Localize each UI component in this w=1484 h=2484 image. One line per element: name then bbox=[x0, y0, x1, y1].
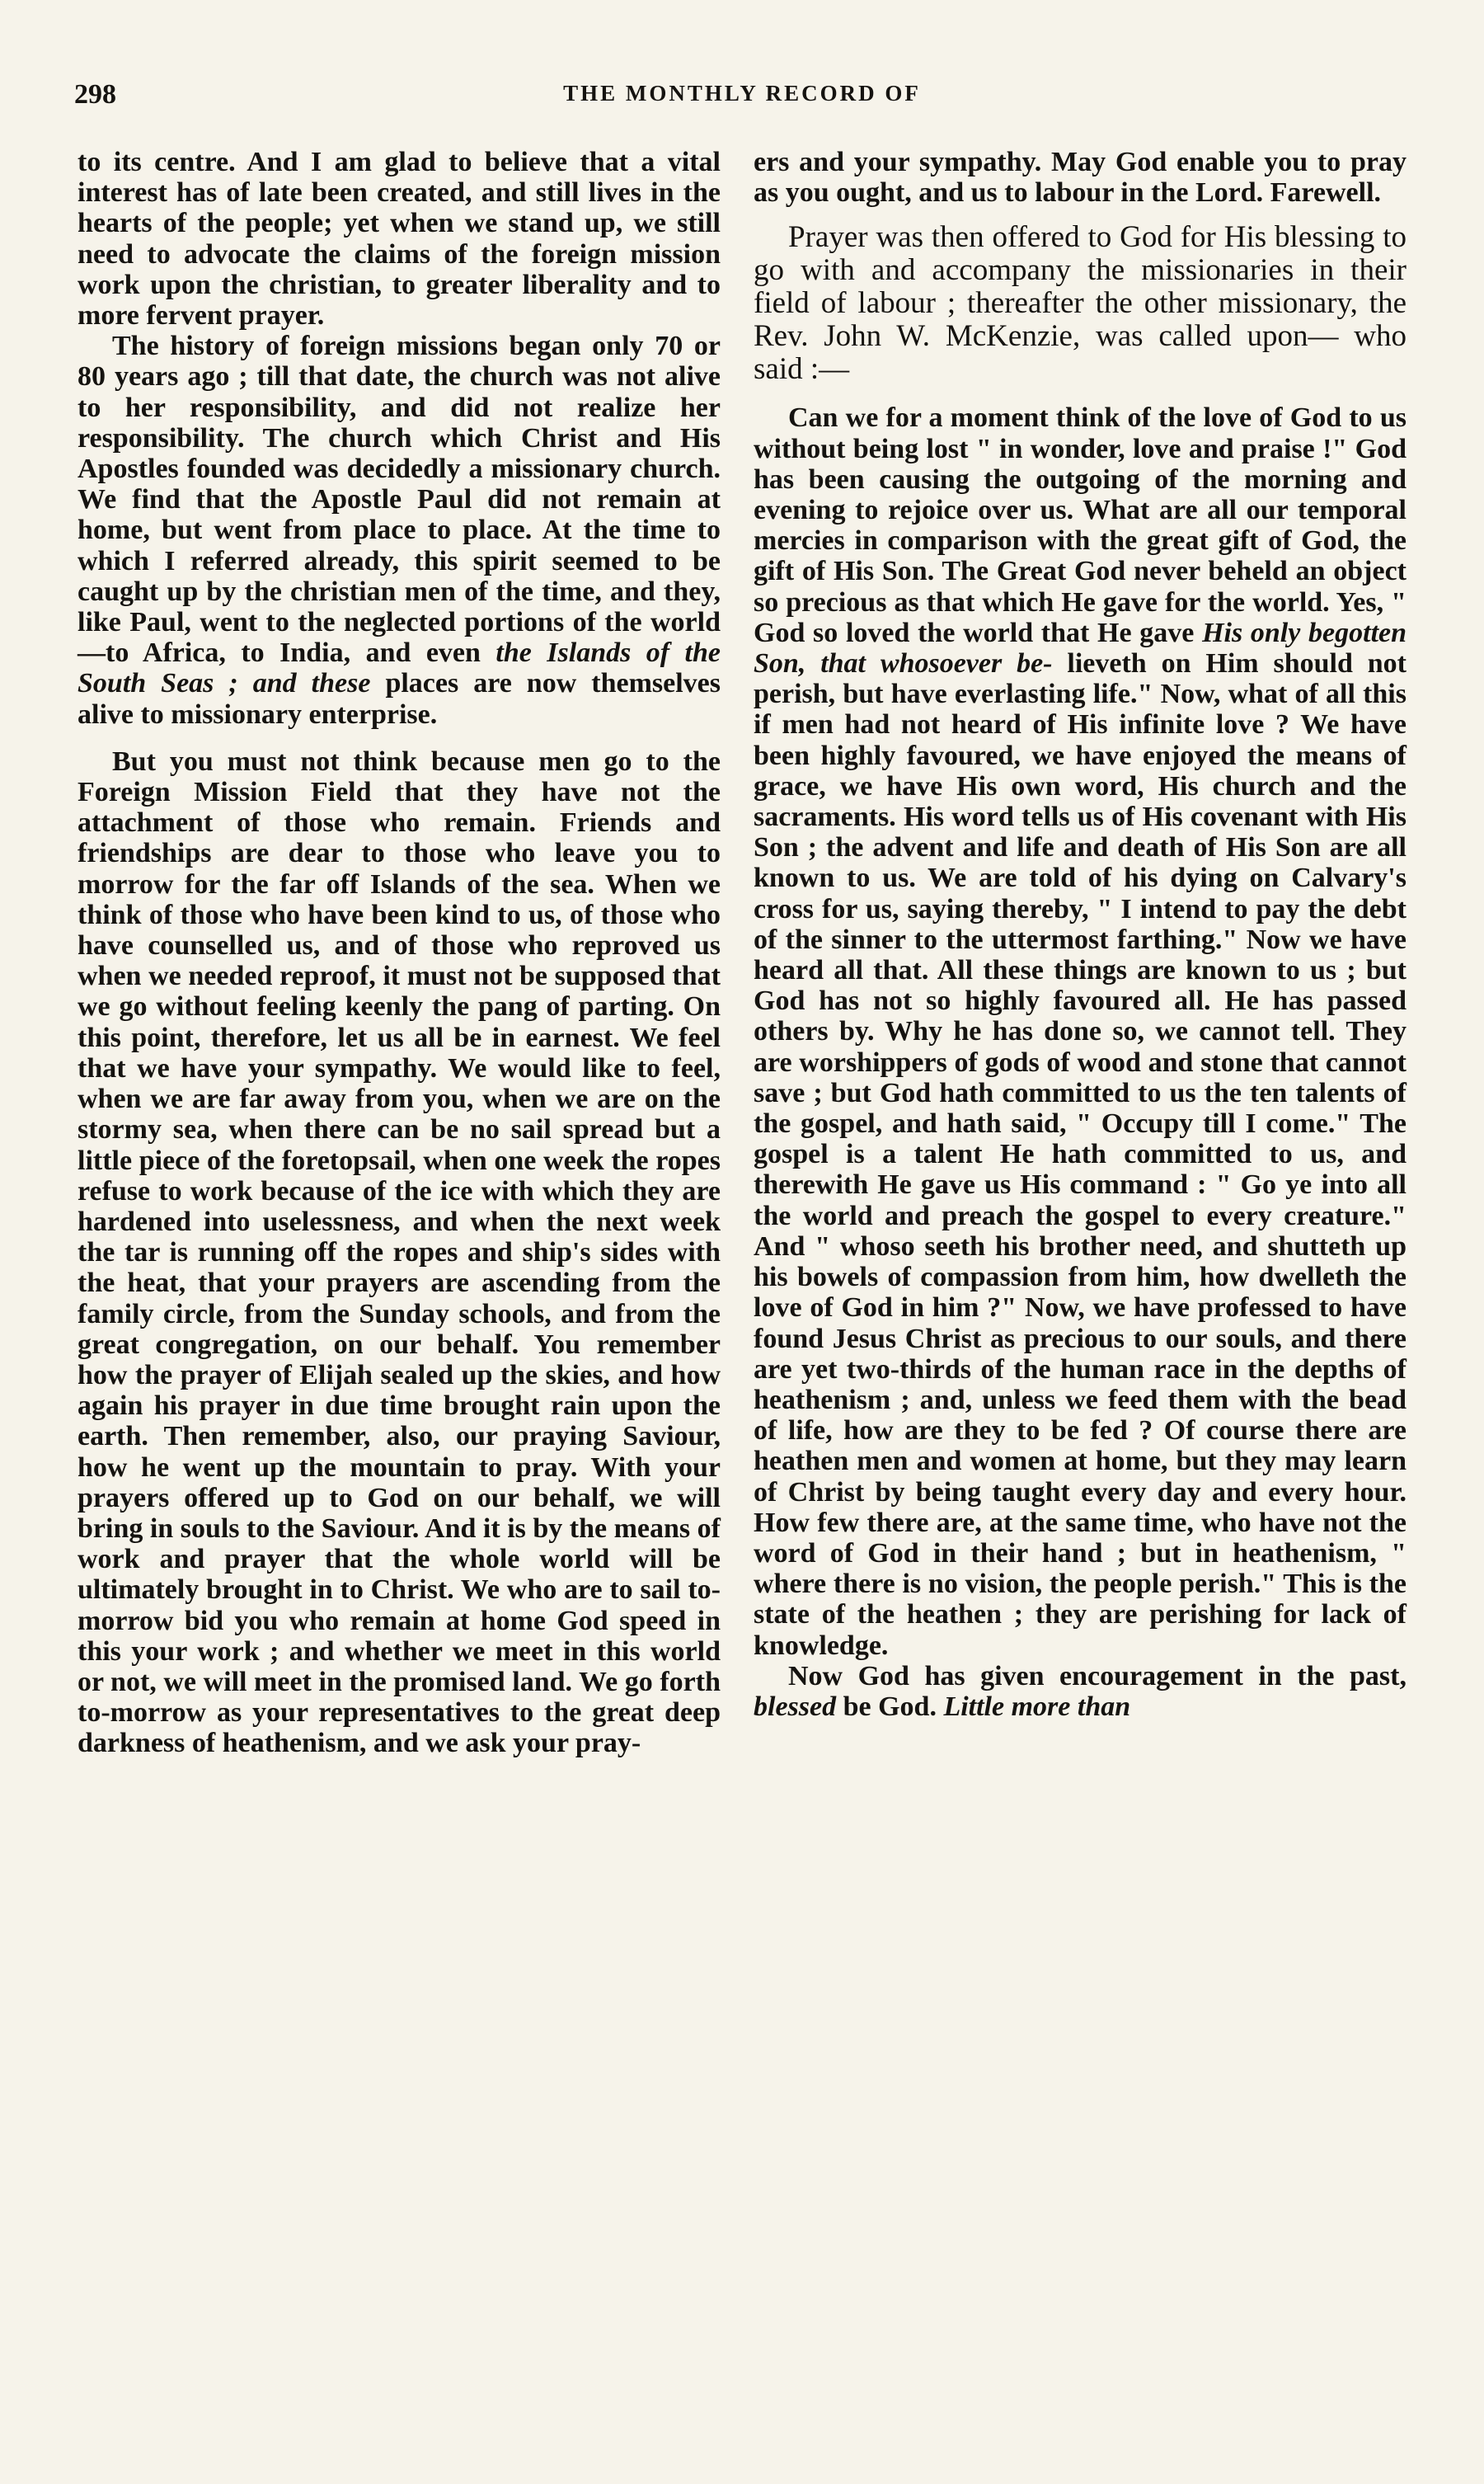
paragraph: ers and your sympathy. May God enable you to pray as you ought, and us to labour in the Lord. Farewell. bbox=[754, 147, 1407, 209]
page-number: 298 bbox=[74, 79, 116, 110]
paragraph-text: places are now themselves alive to missionary enterprise. bbox=[77, 668, 721, 730]
paragraph-text: Now God has given encouragement in the past, bbox=[788, 1660, 1407, 1691]
italic-text: His only begotten Son, that whosoever be- bbox=[754, 617, 1407, 680]
paragraph bbox=[77, 331, 721, 730]
paragraph bbox=[754, 1661, 1407, 1722]
intro-paragraph: Prayer was then offered to God for His blessing to go with and accompany the missionaries in their field of labour ; thereafter the other missionary, the Rev. John W. McKenzie, was called upon— who said :— bbox=[754, 220, 1407, 387]
paragraph-text: The history of foreign missions began only 70 or 80 years ago ; till that date, the church was not alive to her responsibility, and did not realize her responsibility. The church which Christ and His Apostles founded was decidedly a missionary church. We find that the Apostle Paul did not remain at home, but went from place to place. At the time to which I referred already, this spirit seemed to be caught up by the christian men of the time, and they, like Paul, went to the neglected portions of the world—to Africa, to India, and even bbox=[77, 331, 721, 669]
italic-text: the Islands of the South Seas ; and these bbox=[77, 637, 721, 699]
left-column bbox=[77, 147, 721, 1759]
paragraph: to its centre. And I am glad to believe that a vital interest has of late been created, and still lives in the hearts of the people; yet when we stand up, we still need to advocate the claims of the foreign mission work upon the christian, to greater liberality and to more fervent prayer. bbox=[77, 147, 721, 332]
paragraph: But you must not think because men go to the Foreign Mission Field that they have not the attachment of those who remain. Friends and friendships are dear to those who leave you to morrow for the far off Islands of the sea. When we think of those who have been kind to us, of those who have counselled us, and of those who reproved us when we needed reproof, it must not be supposed that we go without feeling keenly the pang of parting. On this point, therefore, let us all be in earnest. We feel that we have your sympathy. We would like to feel, when we are far away from you, when we are on the stormy sea, when there can be no sail spread but a little piece of the foretopsail, when one week the ropes refuse to work because of the ice with which they are hardened into uselessness, and when the next week the tar is running off the ropes and ship's sides with the heat, that your prayers are ascending from the family circle, from the Sunday schools, and from the great congregation, on our behalf. You remember how the prayer of Elijah sealed up the skies, and how again his prayer in due time brought rain upon the earth. Then remember, also, our praying Saviour, how he went up the mountain to pray. With your prayers offered up to God on our behalf, we will bring in souls to the Saviour. And it is by the means of work and prayer that the whole world will be ultimately brought in to Christ. We who are to sail to-morrow bid you who remain at home God speed in this your work ; and whether we meet in this world or not, we will meet in the promised land. We go forth to-morrow as your representatives to the great deep darkness of heathenism, and we ask your pray- bbox=[77, 746, 721, 1759]
paragraph-text: lieveth on Him should not perish, but have everlasting life." Now, what of all this if men had not heard of His infinite love ? We have been highly favoured, we have enjoyed the means of grace, we have His own word, His church and the sacraments. His word tells us of His covenant with His Son ; the advent and life and death of His Son are all known to us. We are told of his dying on Calvary's cross for us, saying thereby, " I intend to pay the debt of the sinner to the uttermost farthing." Now we have heard all that. All these things are known to us ; but God has not so highly favoured all. He has passed others by. Why he has done so, we cannot tell. They are worshippers of gods of wood and stone that cannot save ; but God hath committed to us the ten talents of the gospel, and hath said, " Occupy till I come." The gospel is a talent He hath committed to us, and therewith He gave us His command : " Go ye into all the world and preach the gospel to every creature." And " whoso seeth his brother need, and shutteth up his bowels of compassion from him, how dwelleth the love of God in him ?" Now, we have professed to have found Jesus Christ as precious to our souls, and there are yet two-thirds of the human race in the depths of heathenism ; and, unless we feed them with the bead of life, how are they to be fed ? Of course there are heathen men and women at home, but they may learn of Christ by being taught every day and every hour. How few there are, at the same time, who have not the word of God in their hand ; but in heathenism, " where there is no vision, the people perish." This is the state of the heathen ; they are perishing for lack of knowledge. bbox=[754, 648, 1407, 1661]
paragraph-text: be God. bbox=[843, 1691, 937, 1722]
italic-text: blessed bbox=[754, 1691, 837, 1722]
running-title: THE MONTHLY RECORD OF bbox=[563, 81, 921, 106]
paragraph-text: Can we for a moment think of the love of God to us without being lost " in wonder, love and praise !" God has been causing the outgoing of the morning and evening to rejoice over us. What are all our temporal mercies in comparison with the great gift of God, the gift of His Son. The Great God never beheld an object so precious as that which He gave for the world. Yes, " God so loved the world that He gave bbox=[754, 402, 1407, 648]
page-header bbox=[74, 79, 1410, 129]
paragraph bbox=[754, 402, 1407, 1660]
right-column bbox=[754, 147, 1407, 1722]
italic-text: Little more than bbox=[943, 1691, 1131, 1722]
